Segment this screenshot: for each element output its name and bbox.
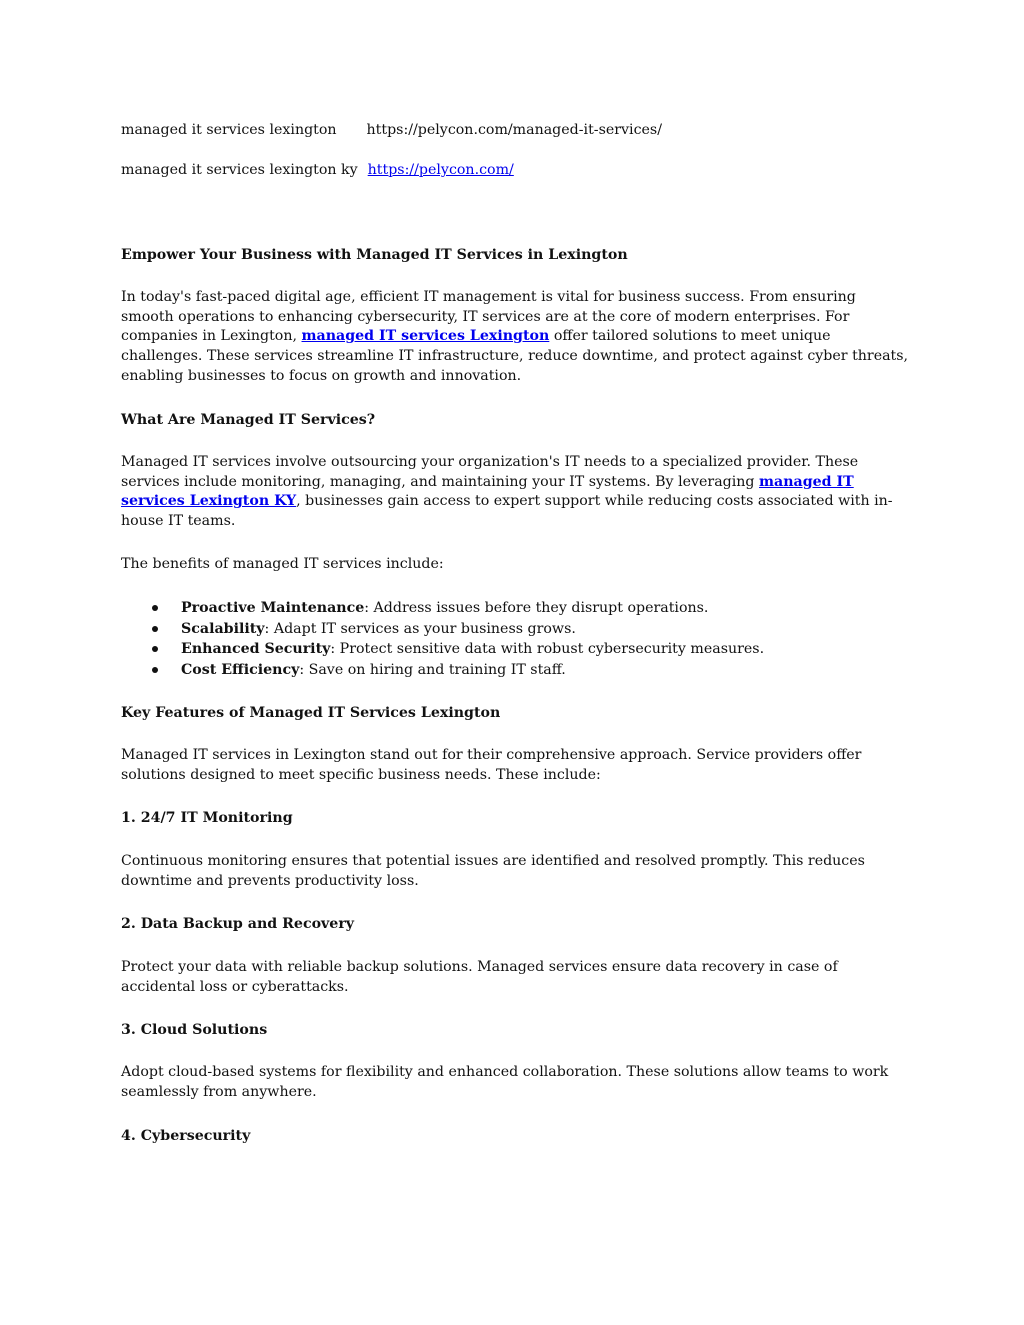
header-line-1 [121,121,662,141]
bullet-icon [152,605,158,611]
list-item [121,660,911,681]
feature-body-monitoring: Continuous monitoring ensures that potential issues are identified and resolved promptly. This reduces downtime and prevents productivity loss. [121,853,865,889]
header-keyword-2: managed it services lexington ky [121,162,358,178]
feature-body-backup: Protect your data with reliable backup solutions. Managed services ensure data recovery in case of accidental loss or cyberattacks. [121,959,838,995]
benefit-desc: : Adapt IT services as your business grows. [264,620,576,637]
benefit-term: Proactive Maintenance [181,600,365,616]
page-title: Empower Your Business with Managed IT Services in Lexington [121,247,628,263]
managed-it-lexington-ky-link[interactable]: managed IT services Lexington KY [121,473,854,510]
list-item [121,619,911,640]
list-item [121,639,911,660]
list-item [121,598,911,619]
feature-heading-cybersecurity: 4. Cybersecurity [121,1128,251,1144]
features-heading: Key Features of Managed IT Services Lexington [121,705,501,721]
header-url-1: https://pelycon.com/managed-it-services/ [366,122,662,138]
benefit-term: Enhanced Security [181,641,331,658]
benefit-desc: : Protect sensitive data with robust cybersecurity measures. [330,641,765,658]
benefit-term: Cost Efficiency [181,662,300,679]
header-keyword-1: managed it services lexington [121,122,337,138]
intro-text-1: In today's fast-paced digital age, efficient IT management is vital for business success. From ensuring smooth operations to enhancing cybersecurity, IT services are at the core of modern enterprises. For companies in Lexington, [121,289,856,345]
benefits-intro: The benefits of managed IT services include: [121,556,444,572]
intro-paragraph [121,288,911,387]
benefit-term: Scalability [181,620,265,637]
features-intro: Managed IT services in Lexington stand out for their comprehensive approach. Service providers offer solutions designed to meet specific business needs. These include: [121,747,862,783]
header-url-2-link[interactable]: https://pelycon.com/ [367,162,514,178]
intro-text-2: offer tailored solutions to meet unique challenges. These services streamline IT infrastructure, reduce downtime, and protect against cyber threats, enabling businesses to focus on growth and innovation. [121,328,909,384]
managed-it-lexington-link[interactable]: managed IT services Lexington [301,328,550,345]
feature-heading-cloud: 3. Cloud Solutions [121,1022,268,1038]
what-paragraph [121,453,911,532]
benefit-desc: : Save on hiring and training IT staff. [299,662,566,679]
bullet-icon [152,667,158,673]
what-text-2: , businesses gain access to expert support while reducing costs associated with in-house IT teams. [121,493,893,530]
feature-heading-backup: 2. Data Backup and Recovery [121,916,355,932]
feature-body-cloud: Adopt cloud-based systems for flexibility and enhanced collaboration. These solutions allow teams to work seamlessly from anywhere. [121,1064,889,1100]
bullet-icon [152,626,158,632]
benefits-list [121,598,911,681]
header-line-2 [121,161,514,181]
what-heading: What Are Managed IT Services? [121,412,376,428]
feature-heading-monitoring: 1. 24/7 IT Monitoring [121,810,293,826]
benefit-desc: : Address issues before they disrupt operations. [364,600,709,616]
bullet-icon [152,646,158,652]
what-text-1: Managed IT services involve outsourcing your organization's IT needs to a specialized provider. These services include monitoring, managing, and maintaining your IT systems. By leveraging [121,454,859,490]
